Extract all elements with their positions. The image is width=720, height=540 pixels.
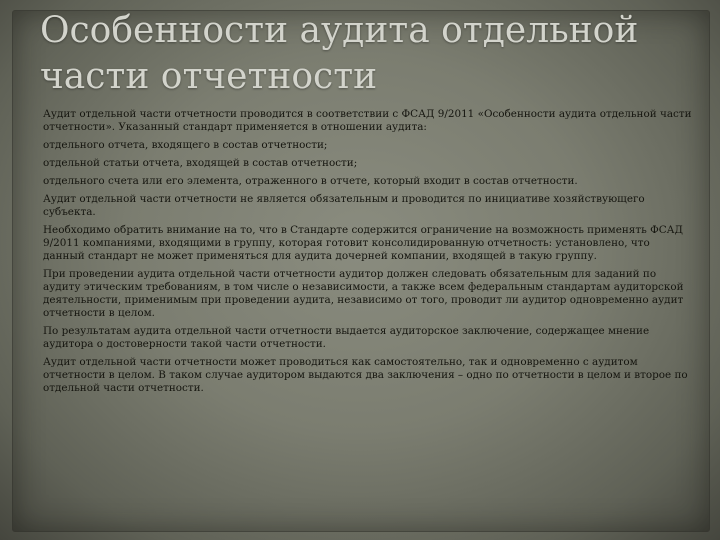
paragraph-conclusion: По результатам аудита отдельной части отчетности выдается аудиторское заключение, содержащее мнение аудитора о достоверности такой части отчетности.	[43, 325, 650, 350]
list-item-account: отдельного счета или его элемента, отраженного в отчете, который входит в состав отчетности.	[43, 175, 578, 187]
paragraph-not-mandatory: Аудит отдельной части отчетности не является обязательным и проводится по инициативе хозяйствующего субъекта.	[43, 193, 645, 218]
slide-title: Особенности аудита отдельной части отчетности	[40, 10, 639, 97]
paragraph-simultaneous: Аудит отдельной части отчетности может проводиться как самостоятельно, так и одновременно с аудитом отчетности в целом. В таком случае аудитором выдаются два заключения – одно по отчетности в целом и второе по отдельной части отчетности.	[43, 356, 688, 394]
list-item-report: отдельного отчета, входящего в состав отчетности;	[43, 139, 328, 151]
paragraph-intro: Аудит отдельной части отчетности проводится в соответствии с ФСАД 9/2011 «Особенности аудита отдельной части отчетности». Указанный стандарт применяется в отношении аудита:	[43, 108, 692, 133]
list-item-article: отдельной статьи отчета, входящей в состав отчетности;	[43, 157, 358, 169]
slide-body	[43, 108, 693, 400]
paragraph-group-restriction: Необходимо обратить внимание на то, что в Стандарте содержится ограничение на возможность применять ФСАД 9/2011 компаниями, входящими в группу, которая готовит консолидированную отчетность: установлено, что данный стандарт не может применяться для аудита дочерней компании, входящей в такую группу.	[43, 224, 683, 262]
paragraph-ethics: При проведении аудита отдельной части отчетности аудитор должен следовать обязательным для заданий по аудиту этическим требованиям, в том числе о независимости, а также всем федеральным стандартам аудиторской деятельности, применимым при проведении аудита, независимо от того, проводит ли аудитор одновременно аудит отчетности в целом.	[43, 268, 684, 319]
